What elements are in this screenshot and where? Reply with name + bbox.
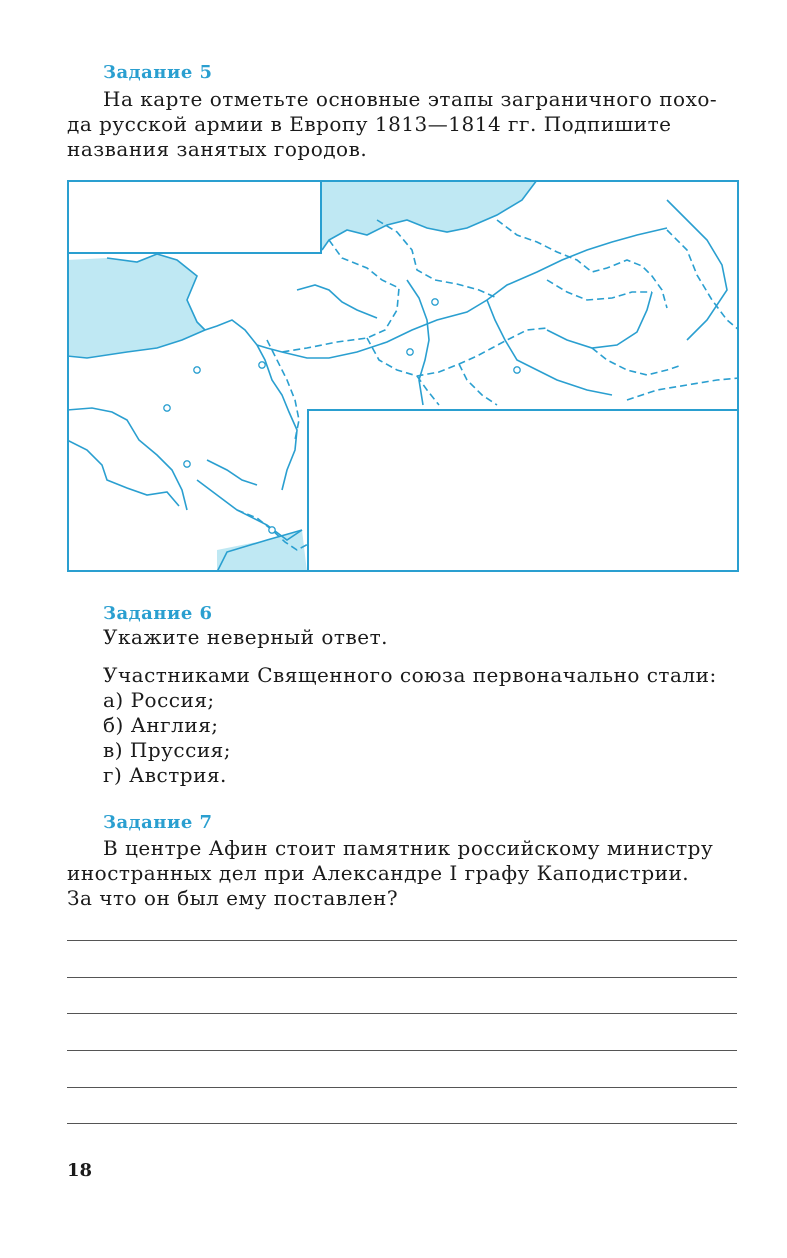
answer-line[interactable] — [67, 977, 737, 978]
task6-title: Задание 6 — [103, 603, 213, 624]
task7-text-line-2: иностранных дел при Александре I графу Каподистрии. — [67, 861, 690, 885]
task5-text-line-2: да русской армии в Европу 1813—1814 гг. Подпишите — [67, 112, 672, 136]
task5-text-line-3: названия занятых городов. — [67, 137, 368, 161]
task6-option-b[interactable]: б) Англия; — [103, 713, 219, 737]
city-marker[interactable] — [259, 362, 265, 368]
map-legend-box-top — [68, 181, 321, 253]
task6-option-d[interactable]: г) Австрия. — [103, 763, 227, 787]
city-marker[interactable] — [164, 405, 170, 411]
map-legend-box-bottom — [308, 410, 738, 571]
task5-text-line-1: На карте отметьте основные этапы заграничного похо- — [103, 87, 718, 111]
answer-line[interactable] — [67, 940, 737, 941]
task6-question: Участниками Священного союза первоначально стали: — [103, 663, 717, 687]
europe-contour-map[interactable] — [67, 180, 739, 572]
task7-title: Задание 7 — [103, 812, 213, 833]
task6-option-a[interactable]: а) Россия; — [103, 688, 215, 712]
city-marker[interactable] — [184, 461, 190, 467]
task7-text-line-3: За что он был ему поставлен? — [67, 886, 399, 910]
task6-instruction: Укажите неверный ответ. — [103, 625, 388, 649]
city-marker[interactable] — [432, 299, 438, 305]
answer-line[interactable] — [67, 1087, 737, 1088]
answer-line[interactable] — [67, 1013, 737, 1014]
task6-option-c[interactable]: в) Пруссия; — [103, 738, 232, 762]
task7-text-line-1: В центре Афин стоит памятник российскому министру — [103, 836, 714, 860]
city-marker[interactable] — [407, 349, 413, 355]
answer-line[interactable] — [67, 1123, 737, 1124]
city-marker[interactable] — [194, 367, 200, 373]
page-number: 18 — [67, 1160, 93, 1181]
baltic-sea-water — [322, 180, 537, 250]
city-marker[interactable] — [269, 527, 275, 533]
answer-line[interactable] — [67, 1050, 737, 1051]
city-marker[interactable] — [514, 367, 520, 373]
north-sea-water — [67, 254, 205, 358]
task5-title: Задание 5 — [103, 62, 213, 83]
